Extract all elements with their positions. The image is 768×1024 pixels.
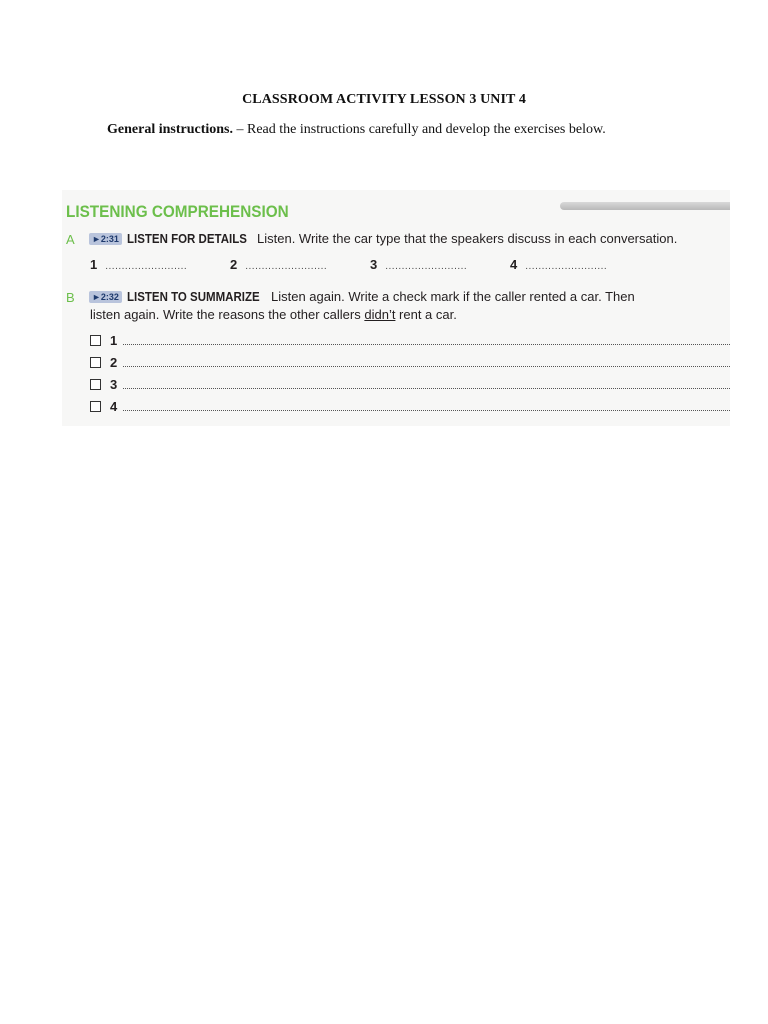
check-item (90, 333, 730, 349)
checkbox[interactable] (90, 335, 101, 346)
checkbox[interactable] (90, 401, 101, 412)
answer-slot[interactable] (510, 257, 607, 272)
item-number: 3 (110, 377, 118, 392)
checkbox[interactable] (90, 379, 101, 390)
instruction-text: listen again. Write the reasons the other callers (90, 307, 365, 322)
answer-number: 4 (510, 257, 518, 272)
answer-slot[interactable] (90, 257, 187, 272)
answer-line[interactable] (123, 366, 730, 367)
exercise-b-letter: B (66, 290, 75, 305)
check-item (90, 399, 730, 415)
answer-line[interactable] (123, 388, 730, 389)
instructions-text: – Read the instructions carefully and develop the exercises below. (233, 122, 606, 137)
answer-number: 1 (90, 257, 98, 272)
page-title: CLASSROOM ACTIVITY LESSON 3 UNIT 4 (242, 92, 526, 107)
exercise-a-letter: A (66, 232, 75, 247)
item-number: 1 (110, 333, 118, 348)
item-number: 4 (110, 399, 118, 414)
answer-slot[interactable] (370, 257, 467, 272)
answer-blank: ......................... (385, 261, 468, 272)
decorative-strip (560, 202, 730, 210)
answer-line[interactable] (123, 410, 730, 411)
check-item (90, 377, 730, 393)
answer-line[interactable] (123, 344, 730, 345)
checkbox[interactable] (90, 357, 101, 368)
item-number: 2 (110, 355, 118, 370)
answer-blank: ......................... (525, 261, 608, 272)
exercise-a-heading: LISTEN FOR DETAILS (127, 232, 247, 246)
general-instructions (107, 122, 727, 138)
section-title: LISTENING COMPREHENSION (66, 202, 289, 221)
check-item (90, 355, 730, 371)
answer-blank: ......................... (245, 261, 328, 272)
exercise-b-instruction-line2 (90, 307, 457, 322)
answer-number: 3 (370, 257, 378, 272)
audio-track-badge: ►2:32 (89, 291, 122, 303)
answer-blank: ......................... (105, 261, 188, 272)
textbook-excerpt (62, 190, 730, 426)
exercise-b-heading: LISTEN TO SUMMARIZE (127, 290, 260, 304)
instructions-label: General instructions. (107, 122, 233, 137)
answer-number: 2 (230, 257, 238, 272)
exercise-a-instruction: Listen. Write the car type that the speakers discuss in each conversation. (257, 231, 678, 246)
instruction-text: rent a car. (395, 307, 457, 322)
emphasis-didnt: didn’t (364, 307, 396, 322)
audio-track-badge: ►2:31 (89, 233, 122, 245)
answer-slot[interactable] (230, 257, 327, 272)
exercise-b-instruction-line1: Listen again. Write a check mark if the caller rented a car. Then (271, 289, 635, 304)
